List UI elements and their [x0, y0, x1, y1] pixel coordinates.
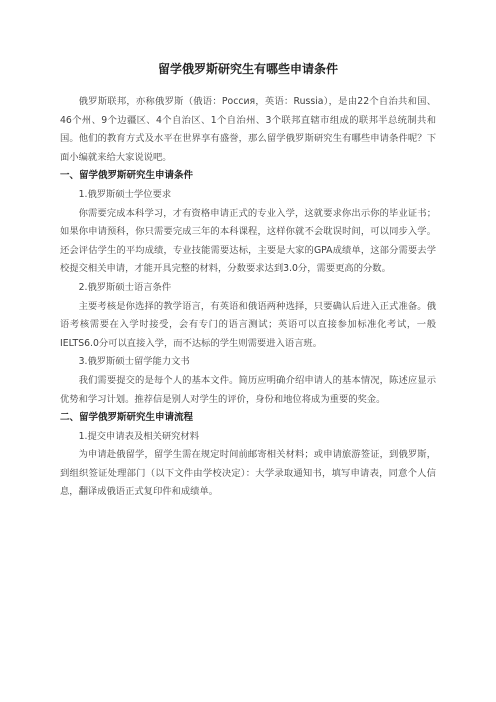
subheading-language-requirements: 2.俄罗斯硕士语言条件: [78, 281, 172, 293]
section-heading-process: 二、留学俄罗斯研究生申请流程: [60, 412, 194, 424]
subheading-application-documents: 3.俄罗斯硕士留学能力文书: [78, 356, 190, 368]
paragraph-language-requirements: 主要考核是你选择的教学语言，有英语和俄语两种选择，只要确认后进入正式准备。俄语考核需要在入学时接受，会有专门的语言测试；英语可以直接参加标准化考试，一般IELTS6.0分可以直接入学，而不达标的学生则需要进入语言班。: [60, 300, 436, 349]
section-heading-requirements: 一、留学俄罗斯研究生申请条件: [60, 170, 194, 182]
intro-paragraph: 俄罗斯联邦，亦称俄罗斯（俄语：Россия，英语：Russia），是由22个自治共和国、46个州、9个边疆区、4个自治区、1个自治州、3个联邦直辖市组成的联邦半总统制共和国。他们的教育方式及水平在世界享有盛誉，那么留学俄罗斯研究生有哪些申请条件呢？下面小编就来给大家说说吧。: [60, 96, 436, 163]
paragraph-degree-requirements: 你需要完成本科学习，才有资格申请正式的专业入学，这就要求你出示你的毕业证书；如果你申请预科，你只需要完成三年的本科课程，这样你就不会耽误时间，可以同步入学。还会评估学生的平均成绩，专业技能需要达标，主要是大家的GPA成绩单，这部分需要去学校提交相关申请，才能开具完整的材料，分数要求达到3.0分，需要更高的分数。: [60, 207, 436, 275]
subheading-submit-application: 1.提交申请表及相关研究材料: [78, 430, 200, 442]
subheading-degree-requirements: 1.俄罗斯硕士学位要求: [78, 188, 172, 200]
paragraph-submit-application: 为申请赴俄留学，留学生需在规定时间前邮寄相关材料；或申请旅游签证，到俄罗斯，到组织签证处理部门（以下文件由学校决定）：大学录取通知书，填写申请表，同意个人信息，翻译成俄语正式复印件和成绩单。: [60, 449, 436, 498]
document-title: 留学俄罗斯研究生有哪些申请条件: [157, 62, 338, 76]
paragraph-application-documents: 我们需要提交的是每个人的基本文件。简历应明确介绍申请人的基本情况，陈述应显示优势和学习计划。推荐信是别人对学生的评价，身份和地位将成为重要的奖金。: [60, 374, 436, 405]
